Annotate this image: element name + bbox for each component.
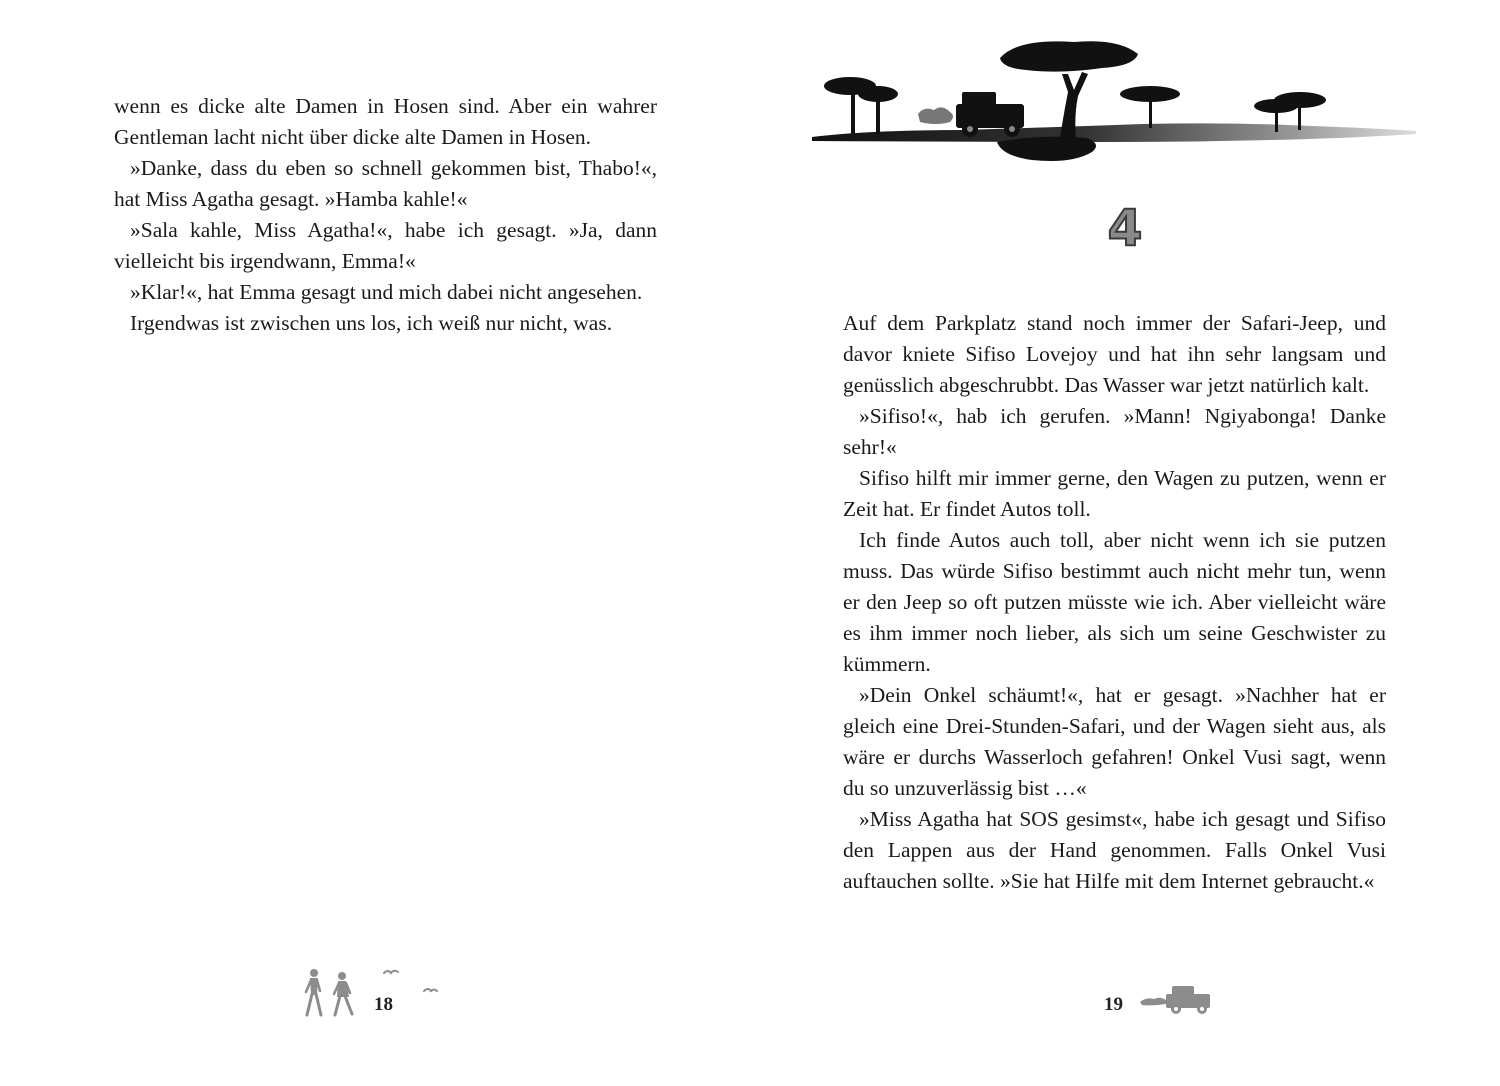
jeep-icon	[1138, 982, 1216, 1016]
two-children-walking-icon	[300, 964, 440, 1020]
paragraph: Sifiso hilft mir immer gerne, den Wagen zu putzen, wenn er Zeit hat. Er findet Autos toll.	[843, 466, 1386, 521]
paragraph: »Sala kahle, Miss Agatha!«, habe ich gesagt. »Ja, dann vielleicht bis irgendwann, Emma!«	[114, 218, 657, 273]
paragraph: »Klar!«, hat Emma gesagt und mich dabei nicht angesehen.	[130, 280, 643, 304]
paragraph: Auf dem Parkplatz stand noch immer der Safari-Jeep, und davor kniete Sifiso Lovejoy und hat ihn sehr langsam und genüsslich abgeschrubbt. Das Wasser war jetzt natürlich kalt.	[843, 311, 1386, 397]
chapter-number: 4	[1107, 199, 1143, 257]
page-number: 19	[1104, 994, 1123, 1015]
savanna-jeep-acacia-illustration	[812, 34, 1416, 184]
paragraph: Ich finde Autos auch toll, aber nicht wenn ich sie putzen muss. Das würde Sifiso bestimmt auch nicht mehr tun, wenn er den Jeep so oft putzen müsste wie ich. Aber vielleicht wäre es ihm immer noch lieber, als sich um seine Geschwister zu kümmern.	[843, 528, 1386, 676]
left-page-text	[114, 91, 657, 339]
paragraph: Irgendwas ist zwischen uns los, ich weiß nur nicht, was.	[130, 311, 613, 335]
paragraph: »Dein Onkel schäumt!«, hat er gesagt. »Nachher hat er gleich eine Drei-Stunden-Safari, und der Wagen sieht aus, als wäre er durchs Wasserloch gefahren! Onkel Vusi sagt, wenn du so unzuverlässig bist …«	[843, 683, 1386, 800]
right-page	[750, 0, 1500, 1086]
paragraph: »Danke, dass du eben so schnell gekommen bist, Thabo!«, hat Miss Agatha gesagt. »Hamba kahle!«	[114, 156, 657, 211]
page-number: 18	[374, 994, 393, 1015]
paragraph: wenn es dicke alte Damen in Hosen sind. Aber ein wahrer Gentleman lacht nicht über dicke alte Damen in Hosen.	[114, 94, 657, 149]
right-page-text	[843, 308, 1386, 897]
birds-icon	[384, 971, 437, 991]
paragraph: »Miss Agatha hat SOS gesimst«, habe ich gesagt und Sifiso den Lappen aus der Hand genommen. Falls Onkel Vusi auftauchen sollte. »Sie hat Hilfe mit dem Internet gebraucht.«	[843, 807, 1386, 893]
paragraph: »Sifiso!«, hab ich gerufen. »Mann! Ngiyabonga! Danke sehr!«	[843, 404, 1386, 459]
